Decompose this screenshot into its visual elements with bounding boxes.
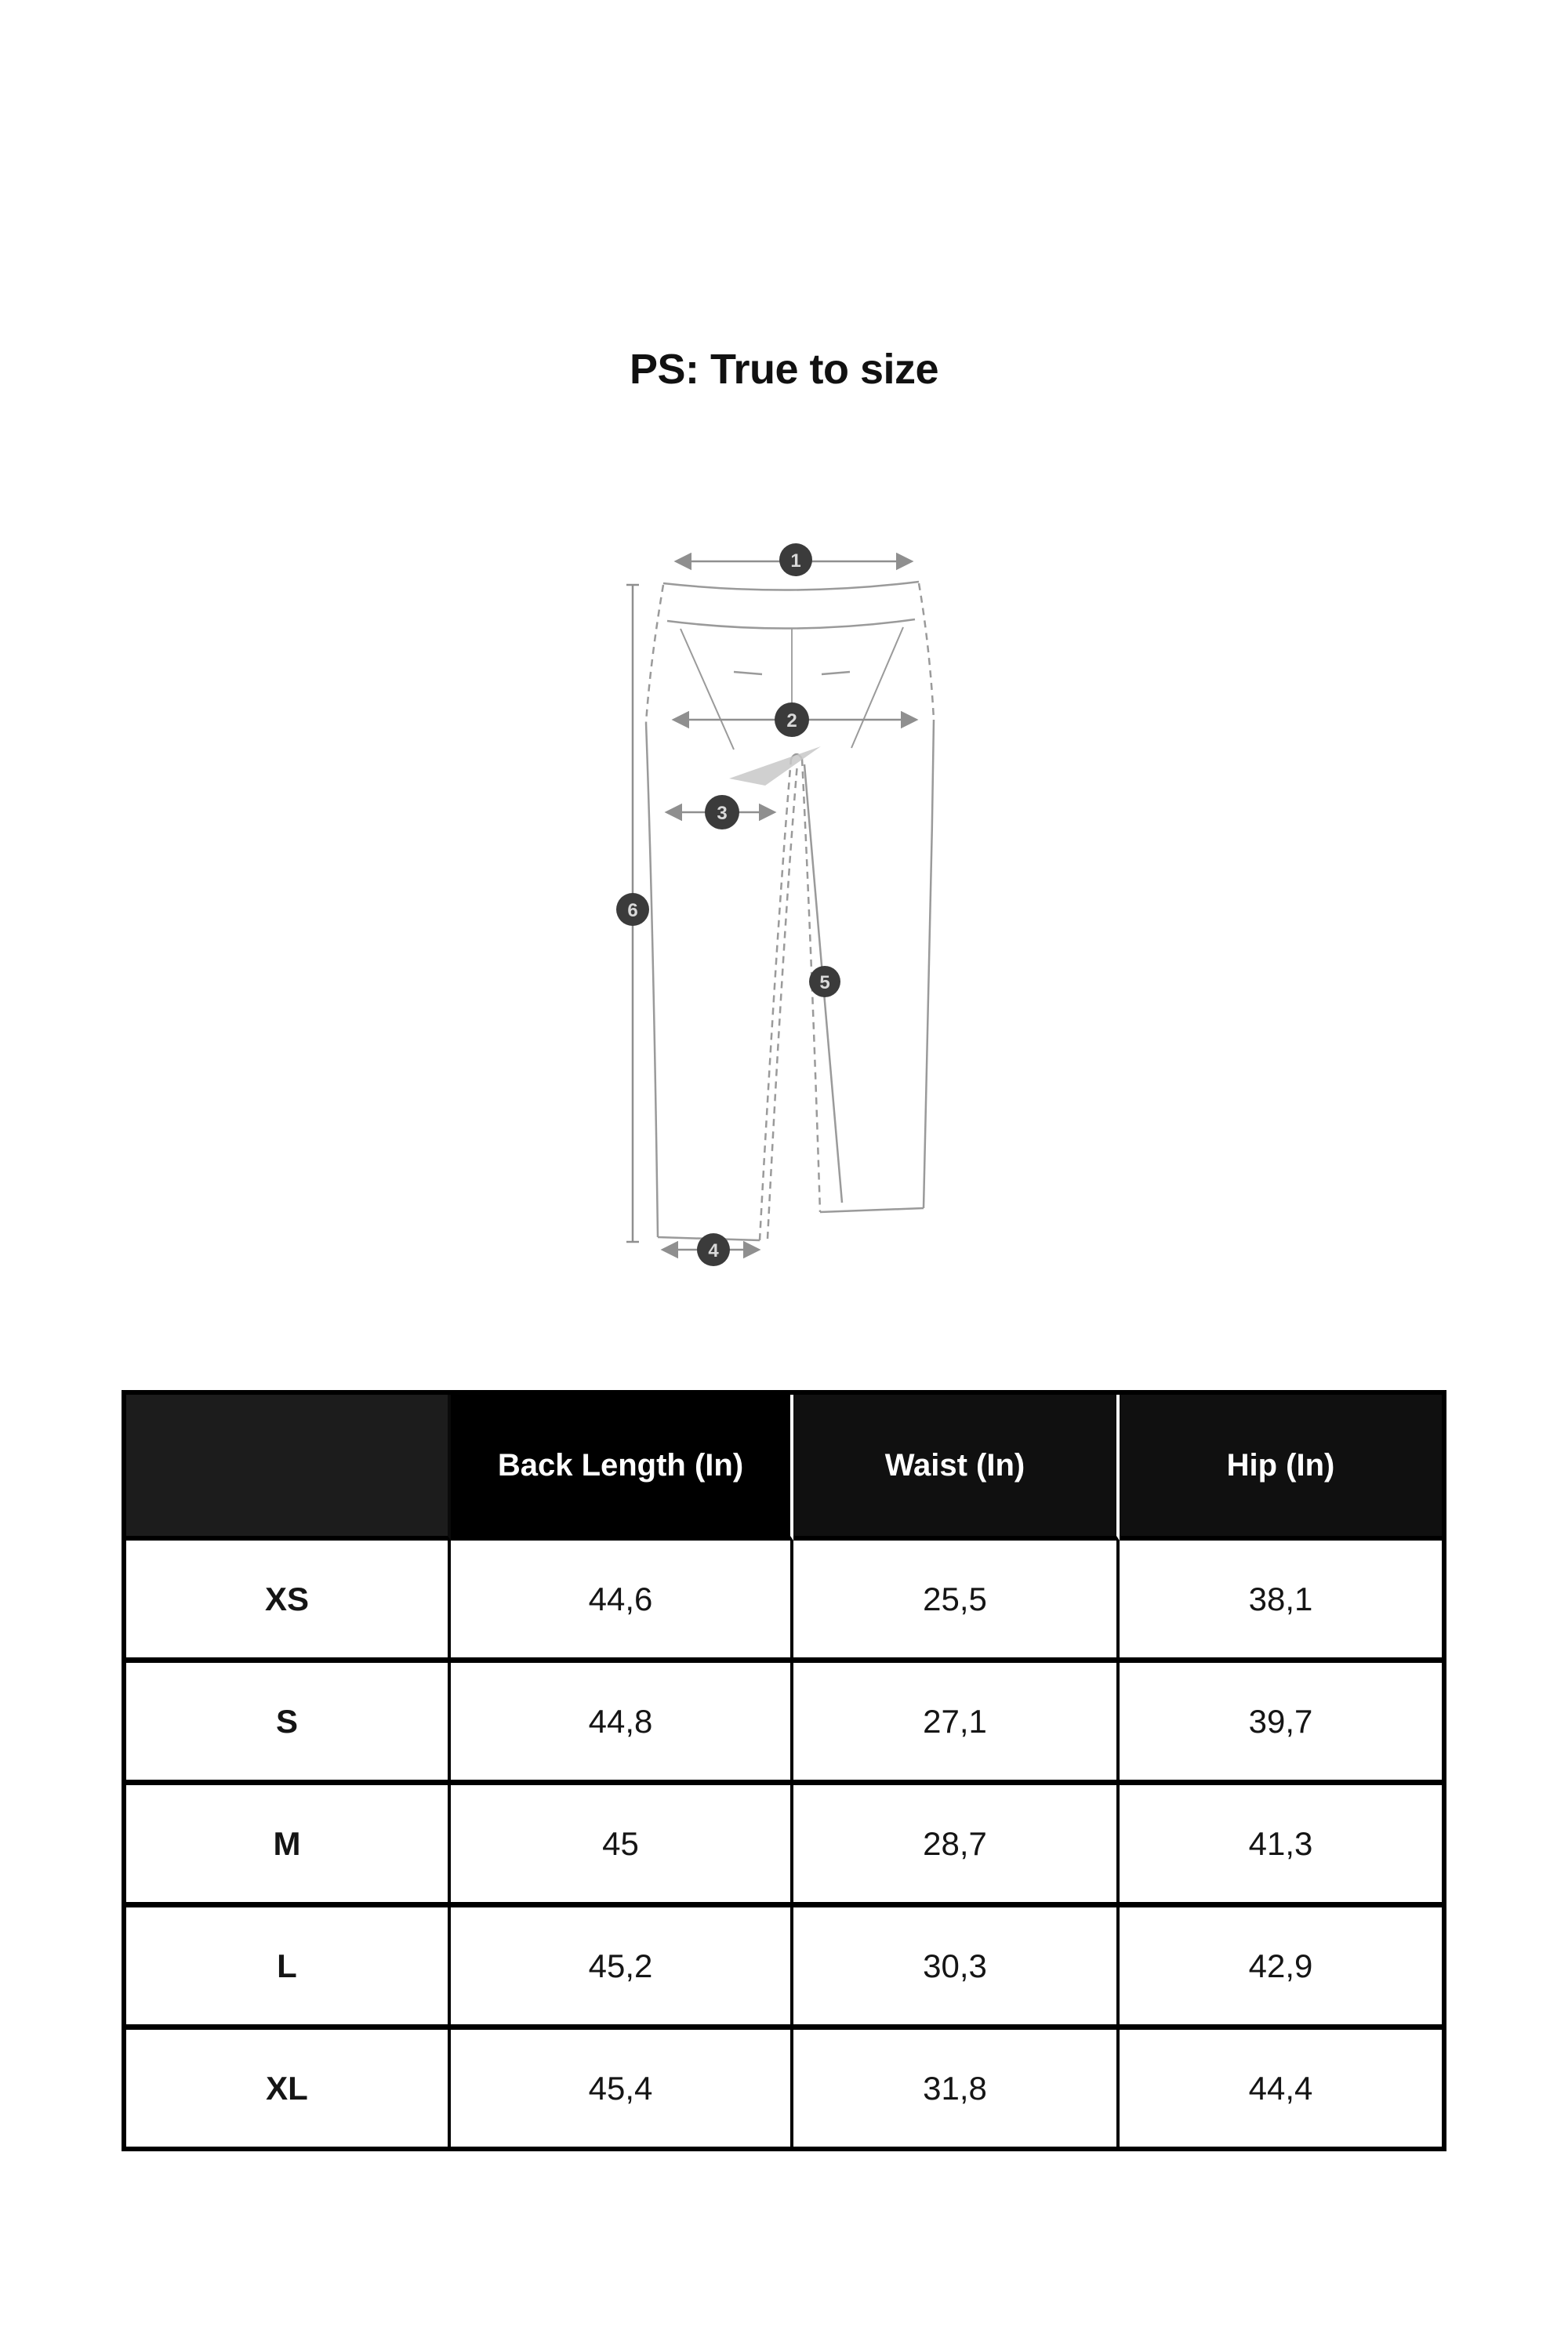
pants-measurement-diagram: [580, 510, 1004, 1294]
row-m-back-length: 45: [451, 1785, 793, 1907]
marker-5-label: 5: [819, 972, 830, 993]
left-inseam-dashed: [760, 759, 791, 1240]
pocket-line-left: [681, 629, 734, 750]
measure-marker-6: [616, 893, 649, 926]
measure-marker-5: [809, 966, 840, 997]
left-inseam-dashed-2: [768, 764, 797, 1239]
row-s-waist: 27,1: [793, 1663, 1120, 1785]
measure-marker-2: [775, 702, 809, 737]
page-title: PS: True to size: [629, 346, 939, 393]
marker-6-label: 6: [627, 900, 638, 921]
row-xs-size: XS: [126, 1541, 451, 1663]
crotch-shade-wedge: [729, 746, 821, 786]
marker-2-label: 2: [786, 710, 797, 731]
row-xs-waist: 25,5: [793, 1541, 1120, 1663]
row-m-hip: 41,3: [1120, 1785, 1442, 1907]
row-xl-hip: 44,4: [1120, 2030, 1442, 2147]
row-m-waist: 28,7: [793, 1785, 1120, 1907]
left-outer-seam-lower: [646, 723, 658, 1237]
header-cell-waist: Waist (In): [793, 1395, 1120, 1541]
row-m-size: M: [126, 1785, 451, 1907]
measure-markers: [616, 543, 840, 1266]
row-l-size: L: [126, 1907, 451, 2030]
marker-3-label: 3: [717, 803, 728, 824]
right-outer-seam-lower: [924, 720, 934, 1208]
measure-marker-4: [697, 1233, 730, 1266]
waistband-tick-right: [822, 672, 850, 674]
right-leg-hem: [820, 1208, 924, 1212]
row-l-back-length: 45,2: [451, 1907, 793, 2030]
header-cell-back-length: Back Length (In): [451, 1395, 793, 1541]
waistband-top-line: [663, 582, 919, 590]
row-l-hip: 42,9: [1120, 1907, 1442, 2030]
left-outer-seam-upper: [646, 585, 663, 723]
row-xs-back-length: 44,6: [451, 1541, 793, 1663]
header-cell-empty: [126, 1395, 451, 1541]
size-table: [122, 1390, 1446, 2151]
row-s-back-length: 44,8: [451, 1663, 793, 1785]
header-cell-hip: Hip (In): [1120, 1395, 1442, 1541]
row-s-hip: 39,7: [1120, 1663, 1442, 1785]
row-l-waist: 30,3: [793, 1907, 1120, 2030]
measure-marker-1: [779, 543, 812, 576]
measure-marker-3: [705, 795, 739, 829]
row-s-size: S: [126, 1663, 451, 1785]
right-outer-seam-upper: [919, 583, 934, 720]
row-xl-size: XL: [126, 2030, 451, 2147]
row-xl-waist: 31,8: [793, 2030, 1120, 2147]
row-xs-hip: 38,1: [1120, 1541, 1442, 1663]
pocket-line-right: [851, 627, 903, 748]
marker-1-label: 1: [790, 550, 801, 572]
waistband-tick-left: [734, 672, 762, 674]
measurement-lines: [626, 561, 915, 1250]
row-xl-back-length: 45,4: [451, 2030, 793, 2147]
marker-4-label: 4: [708, 1240, 719, 1261]
pants-sketch: [646, 582, 934, 1240]
waistband-bottom-line: [667, 619, 915, 629]
